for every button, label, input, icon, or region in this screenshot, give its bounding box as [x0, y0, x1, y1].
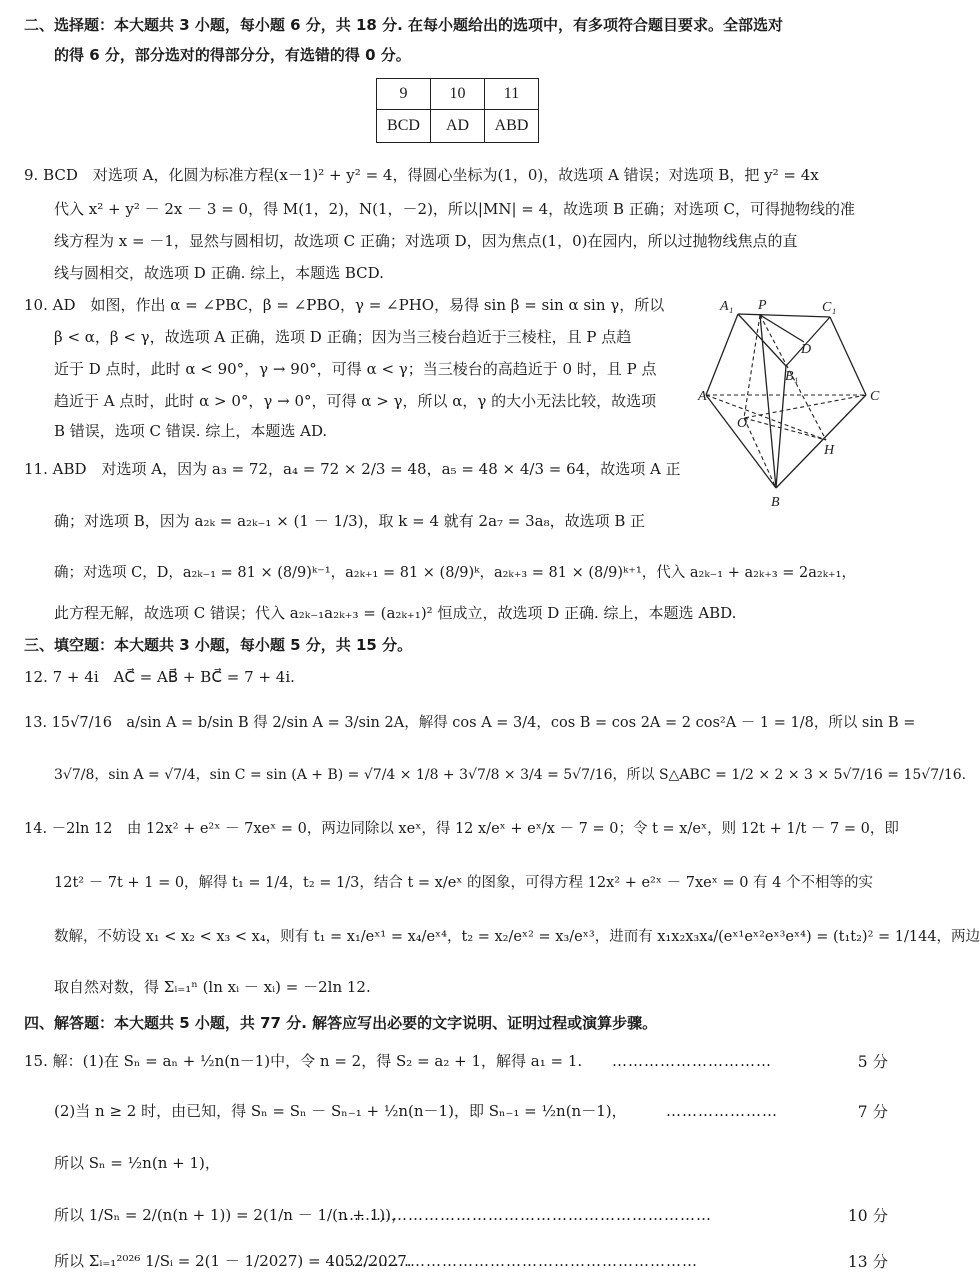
q15-line-4: 所以 1/Sₙ = 2/(n(n + 1)) = 2(1/n － 1/(n + 1))， [54, 1206, 406, 1224]
q11-line-1: 11. ABD 对选项 A，因为 a₃ = 72，a₄ = 72 × 2/3 = 48，a₅ = 48 × 4/3 = 64，故选项 A 正 [24, 460, 681, 478]
edge-C1C [830, 317, 866, 395]
edge-B1B [776, 366, 786, 488]
label-B1: B₁ [785, 369, 799, 384]
q13-line-1: 13. 15√7/16 a/sin A = b/sin B 得 2/sin A = 3/sin 2A，解得 cos A = 3/4，cos B = cos 2A = 2 cos²A － 1 = 1/8，所以 sin B = [24, 715, 916, 731]
q9-line-1: 9. BCD 对选项 A，化圆为标准方程(x－1)² + y² = 4，得圆心坐标为(1，0)，故选项 A 错误；对选项 B，把 y² = 4x [24, 166, 819, 184]
edge-A1C1 [738, 314, 830, 317]
q10-line-1: 10. AD 如图，作出 α = ∠PBC，β = ∠PBO，γ = ∠PHO，易得 sin β = sin α sin γ，所以 [24, 296, 665, 314]
q10-line-4: 趋近于 A 点时，此时 α > 0°，γ → 0°，可得 α > γ，所以 α，γ 的大小无法比较，故选项 [54, 392, 657, 410]
q12-line: 12. 7 + 4i AC⃗ = AB⃗ + BC⃗ = 7 + 4i. [24, 668, 295, 686]
segment-OH-dashed [744, 418, 826, 440]
score-label: 7 分 [857, 1103, 888, 1121]
table-cell-answer: ABD [485, 110, 539, 143]
score-label: 10 分 [847, 1207, 888, 1225]
q10-line-3: 近于 D 点时，此时 α < 90°，γ → 90°，可得 α < γ；当三棱台的高趋近于 0 时，且 P 点 [54, 360, 657, 378]
label-O: O [737, 416, 748, 431]
segment-OB-dashed [744, 418, 776, 488]
q11-line-3: 确；对选项 C，D，a₂ₖ₋₁ = 81 × (8/9)ᵏ⁻¹，a₂ₖ₊₁ = 81 × (8/9)ᵏ，a₂ₖ₊₃ = 81 × (8/9)ᵏ⁺¹，代入 a₂ₖ₋₁ + a₂ₖ₊₃ = 2a₂ₖ₊₁， [54, 565, 856, 581]
section3-heading: 三、填空题：本大题共 3 小题，每小题 5 分，共 15 分。 [24, 636, 413, 654]
leader-dots: …………………………………………………………… [344, 1206, 712, 1224]
table-cell-number: 11 [485, 79, 539, 110]
label-D: D [801, 342, 812, 357]
frustum-figure [700, 292, 896, 514]
leader-dots: ………………………… [612, 1052, 772, 1070]
q10-line-2: β < α，β < γ，故选项 A 正确，选项 D 正确；因为当三棱台趋近于三棱柱，且 P 点趋 [54, 328, 632, 346]
q9-line-2: 代入 x² + y² － 2x － 3 = 0，得 M(1，2)，N(1，－2)，所以|MN| = 4，故选项 B 正确；对选项 C，可得抛物线的准 [54, 200, 855, 218]
label-H: H [824, 443, 835, 458]
leader-dots: ………………… [666, 1102, 778, 1120]
q15-line-3: 所以 Sₙ = ½n(n + 1)， [54, 1154, 220, 1172]
q15-line-2: (2)当 n ≥ 2 时，由已知，得 Sₙ = Sₙ － Sₙ₋₁ + ½n(n－1)，即 Sₙ₋₁ = ½n(n－1)， [54, 1102, 627, 1120]
segment-PO-dashed [744, 315, 760, 418]
q15-line-5: 所以 Σᵢ₌₁²⁰²⁶ 1/Sᵢ = 2(1 － 1/2027) = 4052/2027. [54, 1252, 412, 1270]
answer-table [376, 78, 539, 143]
edge-A1A [706, 314, 738, 395]
table-cell-number: 10 [431, 79, 485, 110]
edge-AB [706, 395, 776, 488]
q11-line-4: 此方程无解，故选项 C 错误；代入 a₂ₖ₋₁a₂ₖ₊₃ = (a₂ₖ₊₁)² 恒成立，故选项 D 正确. 综上，本题选 ABD. [54, 604, 737, 622]
section2-heading-cont: 的得 6 分，部分选对的得部分分，有选错的得 0 分。 [54, 46, 411, 64]
q13-line-2: 3√7/8，sin A = √7/4，sin C = sin (A + B) = √7/4 × 1/8 + 3√7/8 × 3/4 = 5√7/16，所以 S△ABC = 1/2 × 2 × 3 × 5√7/16 = 15√7/16. [54, 767, 967, 783]
score-label: 5 分 [857, 1053, 888, 1071]
label-C1: C₁ [822, 300, 837, 315]
q15-line-1: 15. 解：(1)在 Sₙ = aₙ + ½n(n－1)中，令 n = 2，得 S₂ = a₂ + 1，解得 a₁ = 1. [24, 1052, 583, 1070]
label-A: A [698, 389, 707, 404]
q14-line-3: 数解，不妨设 x₁ < x₂ < x₃ < x₄，则有 t₁ = x₁/eˣ¹ = x₄/eˣ⁴，t₂ = x₂/eˣ² = x₃/eˣ³，进而有 x₁x₂x₃x₄/(eˣ¹eˣ²eˣ³eˣ⁴) = (t₁t₂)² = 1/144，两边 [54, 929, 980, 945]
label-C: C [870, 389, 880, 404]
leader-dots: …………………………………………………………… [330, 1252, 698, 1270]
q11-line-2: 确；对选项 B，因为 a₂ₖ = a₂ₖ₋₁ × (1 － 1/3)，取 k = 4 就有 2a₇ = 3a₈，故选项 B 正 [54, 512, 646, 530]
table-cell-answer: AD [431, 110, 485, 143]
section2-heading: 二、选择题：本大题共 3 小题，每小题 6 分，共 18 分. 在每小题给出的选项中，有多项符合题目要求。全部选对 [24, 16, 784, 34]
label-A1: A₁ [720, 299, 734, 314]
q9-line-3: 线方程为 x = －1，显然与圆相切，故选项 C 正确；对选项 D，因为焦点(1，0)在园内，所以过抛物线焦点的直 [54, 232, 798, 250]
table-cell-answer: BCD [377, 110, 431, 143]
q10-line-5: B 错误，选项 C 错误. 综上，本题选 AD. [54, 422, 328, 440]
segment-AH-dashed [706, 395, 826, 440]
label-P: P [758, 298, 767, 313]
q14-line-4: 取自然对数，得 Σᵢ₌₁ⁿ (ln xᵢ － xᵢ) = －2ln 12. [54, 978, 371, 996]
q9-line-4: 线与圆相交，故选项 D 正确. 综上，本题选 BCD. [54, 264, 384, 282]
answer-table-numbers-row [377, 79, 539, 110]
table-cell-number: 9 [377, 79, 431, 110]
score-label: 13 分 [847, 1253, 888, 1271]
q14-line-1: 14. －2ln 12 由 12x² + e²ˣ － 7xeˣ = 0，两边同除以 xeˣ，得 12 x/eˣ + eˣ/x － 7 = 0；令 t = x/eˣ，则 12t + 1/t － 7 = 0，即 [24, 821, 899, 837]
q14-line-2: 12t² － 7t + 1 = 0，解得 t₁ = 1/4，t₂ = 1/3，结合 t = x/eˣ 的图象，可得方程 12x² + e²ˣ － 7xeˣ = 0 有 4 个不相等的实 [54, 875, 873, 891]
answer-table-answers-row [377, 110, 539, 143]
section4-heading: 四、解答题：本大题共 5 小题，共 77 分. 解答应写出必要的文字说明、证明过程或演算步骤。 [24, 1014, 658, 1032]
label-B: B [771, 495, 780, 510]
